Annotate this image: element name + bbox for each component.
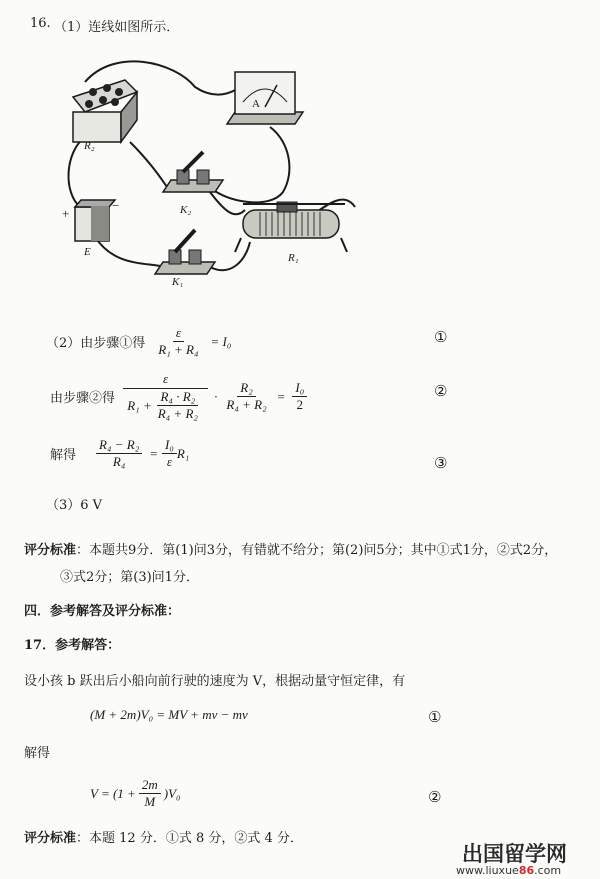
eq1-fraction — [155, 326, 201, 357]
eq3-rhs-fraction — [162, 438, 177, 469]
eq3-rhs-numerator: I₀ — [162, 438, 177, 454]
k2-label: K₂ — [180, 204, 192, 216]
q16-grading-line1 — [24, 539, 557, 558]
q16-eq1-row — [46, 326, 231, 357]
rheostat-r1 — [235, 202, 347, 252]
q17-text: 设小孩 b 跃出后小船向前行驶的速度为 V，根据动量守恒定律，有 — [24, 674, 406, 689]
q17-eq2-fraction — [139, 778, 161, 809]
eq2-r-fraction — [223, 381, 269, 412]
q17-marker-1: ① — [428, 708, 442, 726]
eq2-dot: · — [214, 388, 218, 404]
watermark-url-post: .com — [534, 864, 562, 877]
eq2-outer-denominator — [124, 389, 207, 421]
q16-number: 16. — [30, 16, 51, 31]
wire — [69, 137, 85, 207]
plus-label: + — [62, 206, 70, 221]
eq-marker-1: ① — [434, 328, 448, 346]
wire — [210, 127, 289, 202]
eq-marker-2: ② — [434, 382, 448, 400]
eq-marker-3: ③ — [434, 454, 448, 472]
watermark-url — [456, 864, 561, 877]
e-label: E — [84, 246, 91, 258]
switch-k2 — [163, 152, 223, 192]
eq2-rhs-fraction — [292, 381, 307, 412]
watermark-url-num: 86 — [518, 864, 535, 877]
q16-intro: （1）连线如图所示． — [54, 20, 180, 35]
eq3-rhs-tail: R₁ — [176, 445, 190, 461]
eq3-lhs-numerator: R₄ − R₂ — [96, 438, 142, 454]
eq3-lhs-fraction — [96, 438, 142, 469]
k1-label: K₁ — [172, 276, 184, 288]
eq3-rhs-denominator: ε — [166, 454, 172, 469]
eq1-denominator: R₁ + R₄ — [158, 342, 199, 357]
minus-label: − — [112, 198, 120, 213]
q16-eq3-row — [50, 438, 189, 469]
q16-grading-line2: ③式2分；第(3)问1分． — [60, 570, 199, 585]
step2-label: 由步骤②得 — [50, 391, 116, 406]
q17-eq1: (M + 2m)V₀ = MV + mv − mv — [90, 707, 248, 722]
watermark-site-name: 出国留学网 — [462, 842, 567, 866]
switch-k1 — [155, 230, 215, 274]
grading-label: 评分标准 — [24, 543, 77, 558]
eq2-inner-denominator: R₄ + R₂ — [157, 406, 198, 421]
r1-label: R₁ — [288, 252, 299, 264]
q17-eq2-row — [90, 778, 181, 809]
q17-grading — [24, 827, 303, 846]
eq1-numerator: ε — [173, 326, 184, 342]
watermark-url-pre: www.liuxue — [456, 864, 519, 877]
eq2-rhs-numerator: I₀ — [292, 381, 307, 397]
eq3-equals: = — [149, 445, 158, 461]
ammeter-label: A — [252, 98, 260, 110]
wire — [210, 242, 250, 270]
eq2-inner-fraction — [155, 390, 201, 421]
eq2-outer-fraction — [123, 372, 208, 421]
q17-solve-label: 解得 — [24, 746, 51, 761]
q17-eq2-numerator: 2m — [139, 778, 161, 794]
part3-answer: （3）6 V — [46, 498, 103, 513]
eq2-r-numerator: R₂ — [237, 381, 255, 397]
battery-e — [75, 200, 115, 241]
eq2-inner-numerator: R₄ · R₂ — [157, 390, 198, 406]
q17-marker-2: ② — [428, 788, 442, 806]
solve-label: 解得 — [50, 448, 77, 463]
q16-eq2-row — [50, 372, 310, 421]
grading-text: ：本题共9分．第(1)问3分，有错就不给分；第(2)问5分；其中①式1分，②式2分， — [76, 543, 558, 558]
r2-label: R₂ — [84, 140, 95, 152]
resistance-box-r2 — [73, 80, 137, 142]
eq1-rhs: = I₀ — [210, 333, 232, 349]
wire — [210, 192, 245, 214]
q17-eq2-tail: )V₀ — [163, 785, 181, 801]
eq2-outer-numerator: ε — [123, 372, 208, 389]
q17-grading-text: ：本题 12 分．①式 8 分，②式 4 分． — [76, 831, 303, 846]
eq2-rhs-denominator: 2 — [296, 397, 304, 412]
eq2-r-denominator: R₄ + R₂ — [226, 397, 267, 412]
eq2-den-r1: R₁ + — [127, 397, 152, 413]
q17-title: 17．参考解答： — [24, 638, 121, 653]
section4-heading: 四．参考解答及评分标准： — [24, 604, 181, 619]
part2-label: （2）由步骤①得 — [46, 336, 146, 351]
q17-eq2-lhs: V = (1 + — [90, 785, 136, 801]
eq2-equals: = — [276, 388, 286, 404]
q17-grading-label: 评分标准 — [24, 831, 77, 846]
wire — [130, 142, 167, 187]
ammeter — [227, 72, 303, 124]
q17-eq2-denominator: M — [144, 794, 156, 809]
circuit-figure — [55, 52, 365, 300]
eq3-lhs-denominator: R₄ — [112, 454, 126, 469]
